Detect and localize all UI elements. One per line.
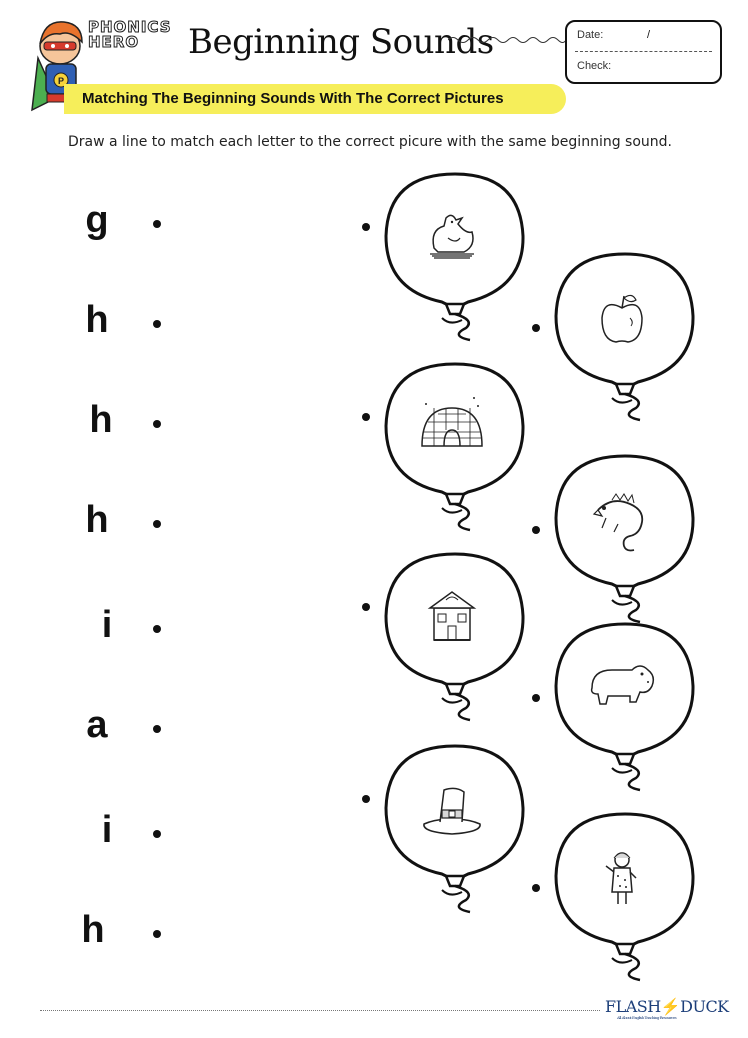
instructions: Draw a line to match each letter to the correct picure with the same beginning sound. [68,134,672,150]
balloon-icon [380,740,530,910]
letter-match-dot[interactable] [153,220,161,228]
letter-i: i [101,809,113,851]
letter-a: a [86,704,108,746]
picture-balloon [380,740,530,910]
picture-match-dot[interactable] [362,795,370,803]
date-divider [575,51,712,52]
date-label: Date: [577,29,604,41]
check-label: Check: [577,60,612,72]
letter-h: h [85,299,109,341]
date-slash: / [647,29,651,41]
balloon-icon [550,248,700,418]
letter-match-dot[interactable] [153,725,161,733]
letter-match-dot[interactable] [153,930,161,938]
picture-match-dot[interactable] [532,884,540,892]
flash-duck-logo [605,997,729,1020]
page-title: Beginning Sounds [188,22,494,62]
logo-right-text: DUCK [680,997,729,1016]
phonics-hero-logo [88,20,183,50]
picture-balloon [550,808,700,978]
picture-match-dot[interactable] [362,413,370,421]
worksheet-subtitle: Matching The Beginning Sounds With The Correct Pictures [64,84,566,114]
lightning-bolt-icon: ⚡ [660,997,681,1016]
picture-match-dot[interactable] [362,223,370,231]
letter-h: h [85,499,109,541]
balloon-icon [550,450,700,620]
picture-match-dot[interactable] [532,694,540,702]
footer-divider [40,1010,600,1011]
letter-i: i [101,604,113,646]
letter-h: h [89,399,113,441]
balloon-icon [550,618,700,788]
picture-balloon [380,358,530,528]
picture-balloon [550,450,700,620]
logo-tagline: All About English Teaching Resources [617,1015,677,1020]
picture-balloon [550,618,700,788]
letter-match-dot[interactable] [153,520,161,528]
picture-balloon [550,248,700,418]
brand-line-2: HERO [88,33,140,51]
letter-match-dot[interactable] [153,420,161,428]
letter-g: g [85,199,109,241]
picture-balloon [380,168,530,338]
balloon-icon [550,808,700,978]
svg-text:P: P [58,76,65,86]
picture-match-dot[interactable] [362,603,370,611]
letter-match-dot[interactable] [153,320,161,328]
letter-match-dot[interactable] [153,830,161,838]
letter-h: h [81,909,105,951]
picture-balloon [380,548,530,718]
title-squiggle-decoration [448,34,566,46]
picture-match-dot[interactable] [532,324,540,332]
balloon-icon [380,548,530,718]
brand-line-1: PHONICS [88,18,172,36]
picture-match-dot[interactable] [532,526,540,534]
letter-match-dot[interactable] [153,625,161,633]
balloon-icon [380,168,530,338]
balloon-icon [380,358,530,528]
logo-left-text: FLASH [605,997,661,1016]
date-check-box [565,20,722,84]
